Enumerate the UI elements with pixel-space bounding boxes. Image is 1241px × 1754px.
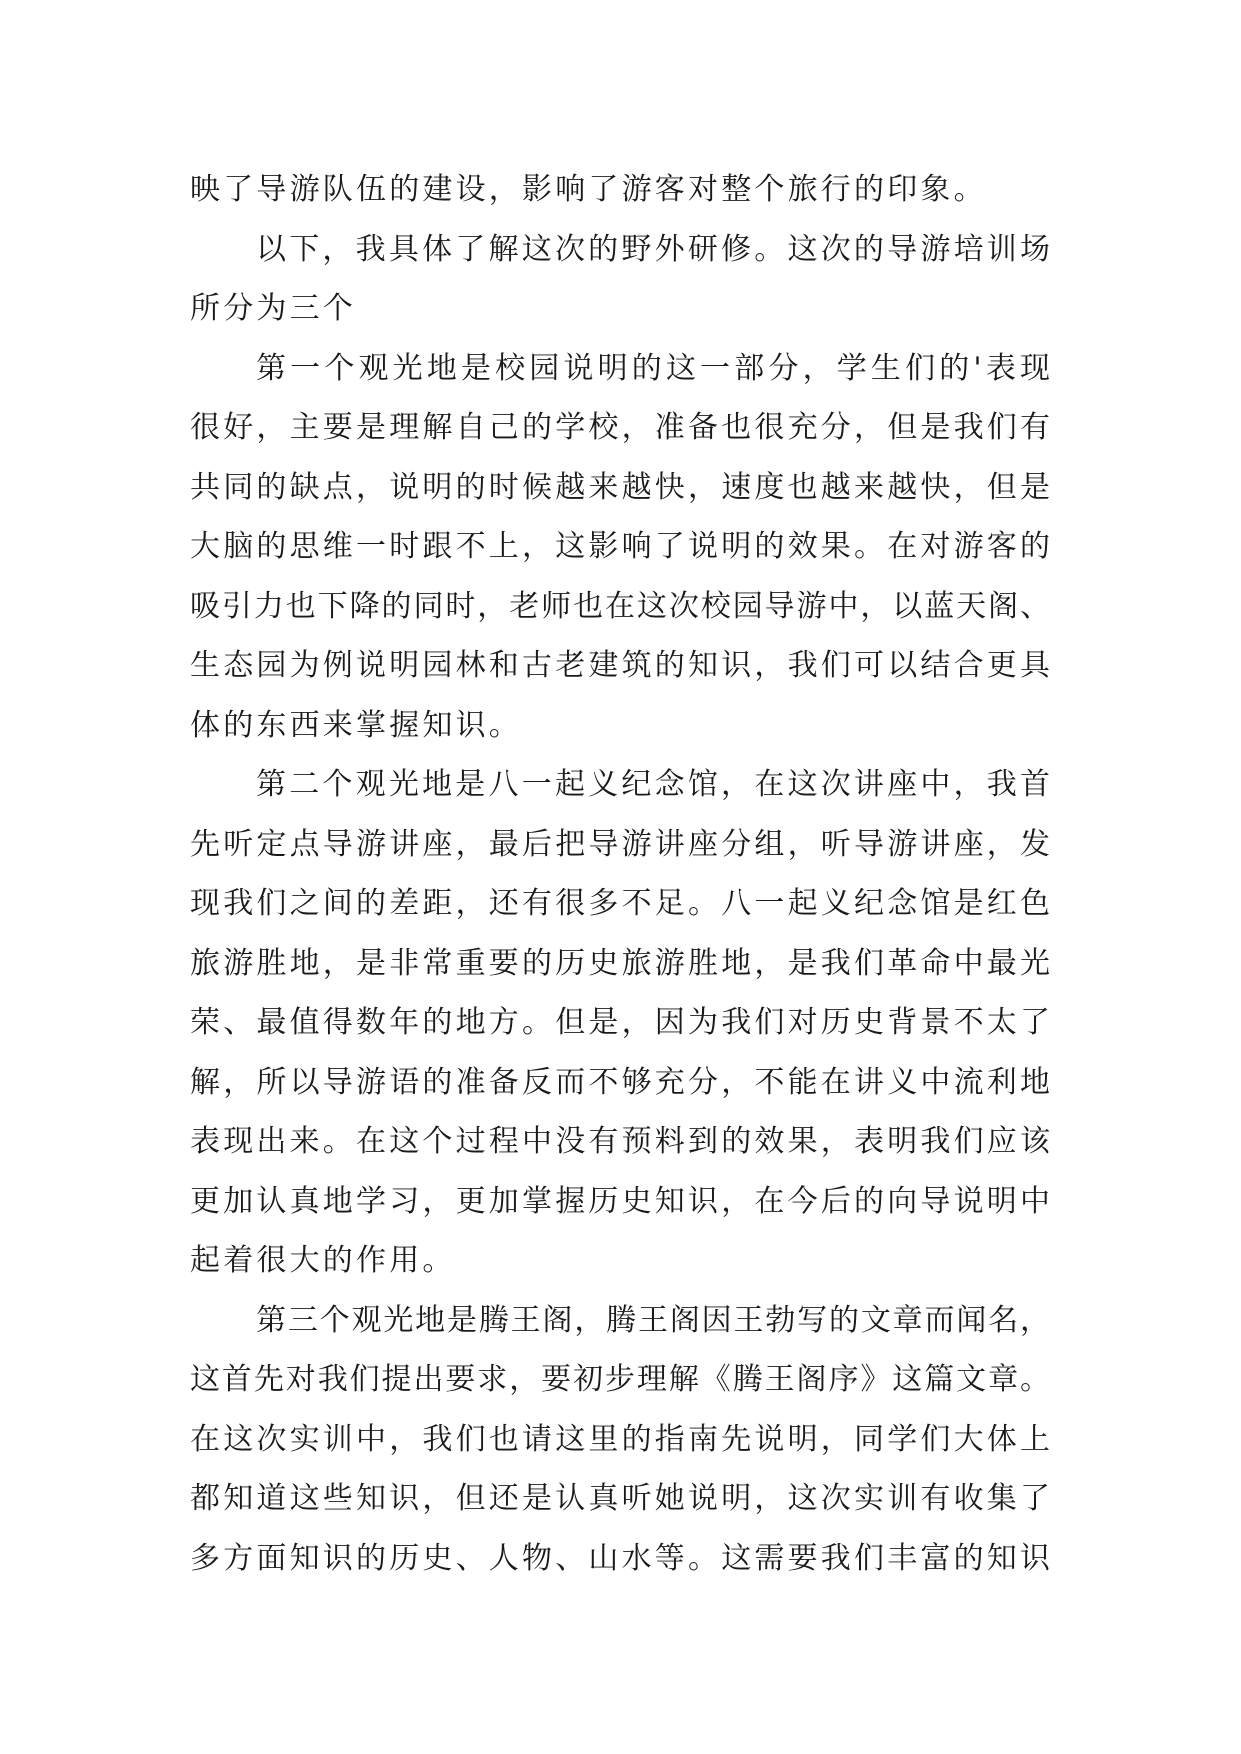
text-line: 荣、最值得数年的地方。但是，因为我们对历史背景不太了 <box>190 1005 1050 1040</box>
paragraph <box>190 339 1050 756</box>
text-line: 在这次实训中，我们也请这里的指南先说明，同学们大体上 <box>190 1421 1050 1457</box>
text-line: 生态园为例说明园林和古老建筑的知识，我们可以结合更具 <box>190 648 1050 683</box>
text-line: 解，所以导游语的准备反而不够充分，不能在讲义中流利地 <box>190 1064 1050 1100</box>
document-body <box>190 160 1050 1588</box>
text-line: 以下，我具体了解这次的野外研修。这次的导游培训场 <box>256 231 1050 267</box>
text-line: 第三个观光地是腾王阁，腾王阁因王勃写的文章而闻名， <box>256 1302 1050 1338</box>
text-line: 都知道这些知识，但还是认真听她说明，这次实训有收集了 <box>190 1481 1050 1516</box>
text-line: 先听定点导游讲座，最后把导游讲座分组，听导游讲座，发 <box>190 826 1050 862</box>
text-line: 体的东西来掌握知识。 <box>190 707 522 743</box>
text-line: 映了导游队伍的建设，影响了游客对整个旅行的印象。 <box>190 172 987 207</box>
text-line: 第一个观光地是校园说明的这一部分，学生们的'表现 <box>256 350 1050 386</box>
text-line: 现我们之间的差距，还有很多不足。八一起义纪念馆是红色 <box>190 886 1050 921</box>
paragraph <box>190 755 1050 1291</box>
text-line: 旅游胜地，是非常重要的历史旅游胜地，是我们革命中最光 <box>190 945 1050 981</box>
text-line: 起着很大的作用。 <box>190 1243 456 1278</box>
text-line: 吸引力也下降的同时，老师也在这次校园导游中，以蓝天阁、 <box>190 588 1050 624</box>
text-line: 大脑的思维一时跟不上，这影响了说明的效果。在对游客的 <box>190 529 1050 564</box>
paragraph <box>190 220 1050 339</box>
text-line: 共同的缺点，说明的时候越来越快，速度也越来越快，但是 <box>190 469 1050 505</box>
text-line: 这首先对我们提出要求，要初步理解《腾王阁序》这篇文章。 <box>190 1362 1050 1397</box>
text-line: 很好，主要是理解自己的学校，准备也很充分，但是我们有 <box>190 410 1050 445</box>
paragraph <box>190 160 1050 220</box>
paragraph <box>190 1291 1050 1589</box>
text-line: 第二个观光地是八一起义纪念馆，在这次讲座中，我首 <box>256 767 1050 802</box>
text-line: 所分为三个 <box>190 291 356 326</box>
text-line: 更加认真地学习，更加掌握历史知识，在今后的向导说明中 <box>190 1183 1050 1219</box>
text-line: 表现出来。在这个过程中没有预料到的效果，表明我们应该 <box>190 1124 1050 1159</box>
text-line: 多方面知识的历史、人物、山水等。这需要我们丰富的知识 <box>190 1540 1050 1576</box>
